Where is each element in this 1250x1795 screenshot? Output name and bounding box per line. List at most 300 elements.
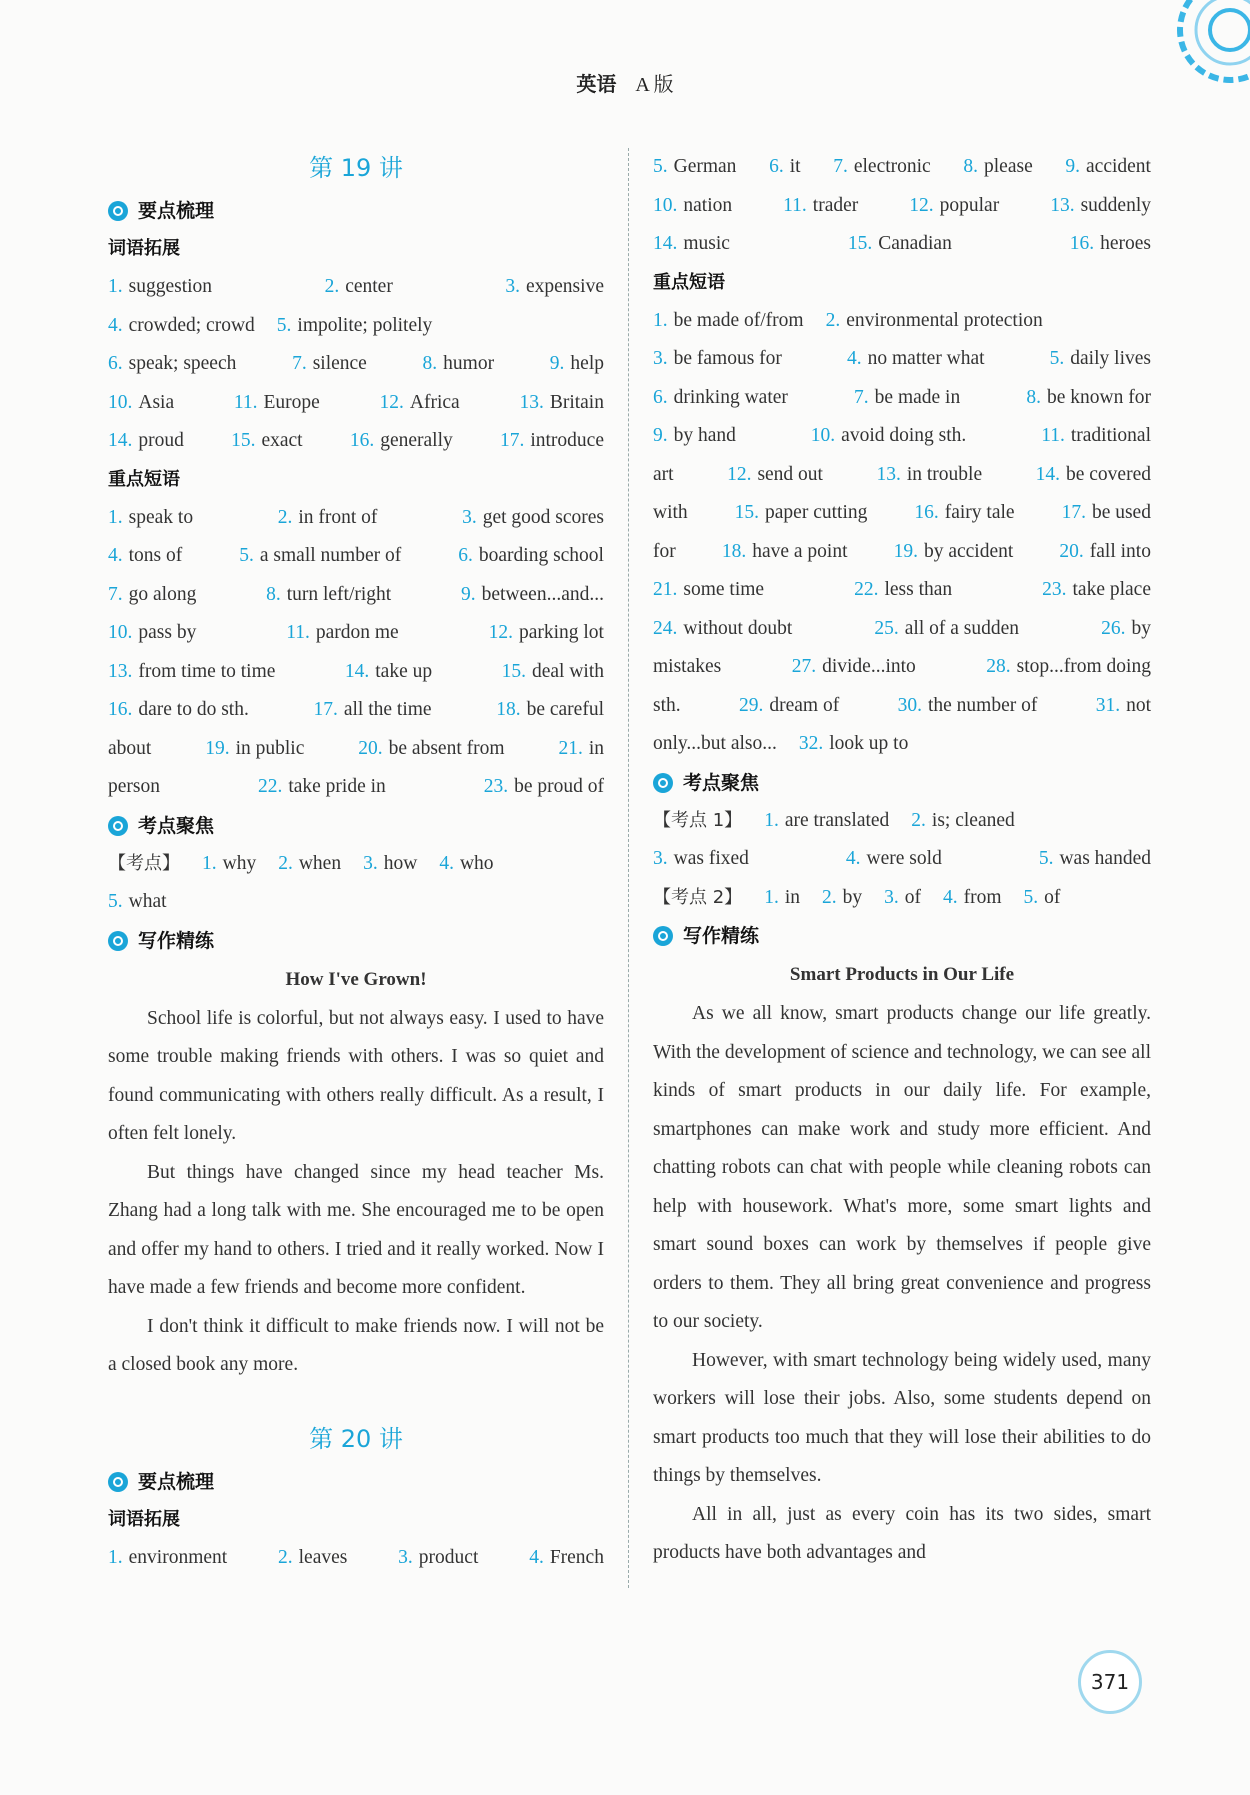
item-text: for bbox=[653, 540, 676, 562]
item-text: silence bbox=[312, 353, 367, 374]
answer-row bbox=[653, 456, 1151, 495]
item-number: 5. bbox=[1023, 886, 1039, 908]
item-number: 4. bbox=[942, 886, 958, 908]
item-text: leaves bbox=[298, 1546, 348, 1568]
item-text: take up bbox=[375, 660, 433, 682]
item-number: 9. bbox=[653, 425, 668, 446]
item-text: introduce bbox=[530, 430, 604, 451]
item-number: 18. bbox=[721, 540, 747, 562]
answer-item bbox=[1096, 687, 1151, 726]
item-number: 5. bbox=[653, 156, 668, 177]
answer-item bbox=[653, 840, 749, 879]
answer-row bbox=[108, 730, 604, 769]
lecture-19-title: 第 19 讲 bbox=[309, 154, 403, 182]
answer-item bbox=[108, 268, 212, 307]
section-writing: 写作精练 bbox=[653, 917, 1151, 955]
answer-row bbox=[653, 302, 1151, 341]
item-text: from time to time bbox=[138, 660, 276, 682]
item-text: person bbox=[108, 776, 160, 797]
answer-item bbox=[108, 883, 167, 922]
item-number: 29. bbox=[739, 694, 764, 716]
item-text: music bbox=[683, 233, 730, 254]
focus2-row bbox=[653, 879, 1151, 918]
answer-item bbox=[278, 499, 378, 538]
answer-item bbox=[1062, 494, 1151, 533]
item-text: popular bbox=[939, 194, 1000, 216]
phrase-list bbox=[653, 302, 1151, 764]
answer-item bbox=[108, 691, 249, 730]
word-list bbox=[108, 268, 604, 461]
section-icon bbox=[108, 1472, 128, 1492]
item-text: stop...from doing bbox=[1016, 656, 1151, 677]
item-number: 5. bbox=[108, 891, 123, 912]
section-icon bbox=[108, 816, 128, 836]
answer-item bbox=[833, 148, 931, 187]
item-text: Britain bbox=[549, 391, 604, 413]
answer-item bbox=[876, 456, 982, 495]
item-text: in trouble bbox=[906, 463, 983, 485]
item-text: in bbox=[784, 886, 800, 908]
item-text: in front of bbox=[298, 506, 378, 528]
item-text: when bbox=[298, 852, 342, 874]
essay-paragraph: All in all, just as every coin has its two sides, smart products have both advantages and bbox=[653, 1503, 1151, 1563]
item-number: 2. bbox=[278, 1546, 293, 1568]
answer-item bbox=[108, 537, 182, 576]
answer-item bbox=[653, 610, 792, 649]
item-text: parking lot bbox=[518, 622, 604, 643]
answer-item bbox=[108, 422, 184, 461]
answer-item bbox=[653, 187, 732, 226]
item-number: 23. bbox=[1042, 579, 1067, 600]
answer-item bbox=[653, 148, 736, 187]
item-text: of bbox=[904, 886, 921, 908]
answer-row bbox=[108, 576, 604, 615]
answer-item bbox=[854, 571, 952, 610]
answer-item bbox=[898, 687, 1038, 726]
answer-item bbox=[108, 653, 275, 692]
answer-item bbox=[234, 384, 320, 423]
essay-paragraph: I don't think it difficult to make friends now. I will not be a closed book any more. bbox=[108, 1315, 604, 1375]
item-number: 5. bbox=[276, 314, 292, 336]
answer-item bbox=[894, 533, 1014, 572]
answer-item bbox=[653, 340, 782, 379]
answer-row bbox=[108, 691, 604, 730]
item-text: art bbox=[653, 463, 674, 485]
item-text: be absent from bbox=[388, 737, 505, 759]
answer-item bbox=[653, 571, 764, 610]
answer-item bbox=[350, 422, 453, 461]
answer-item bbox=[846, 840, 942, 879]
item-text: less than bbox=[884, 579, 953, 600]
item-number: 1. bbox=[108, 506, 123, 528]
item-number: 14. bbox=[344, 660, 370, 682]
item-number: 8. bbox=[963, 156, 978, 177]
item-text: expensive bbox=[526, 276, 604, 297]
item-number: 9. bbox=[1065, 156, 1081, 177]
item-text: from bbox=[963, 886, 1002, 908]
item-text: what bbox=[128, 891, 167, 912]
subheading-key-phrases: 重点短语 bbox=[108, 468, 180, 490]
item-number: 23. bbox=[483, 776, 509, 797]
item-number: 2. bbox=[277, 506, 293, 528]
item-text: have a point bbox=[752, 540, 848, 562]
item-text: Africa bbox=[409, 391, 460, 413]
item-number: 22. bbox=[257, 776, 283, 797]
item-number: 3. bbox=[505, 276, 520, 297]
section-icon bbox=[653, 926, 673, 946]
item-number: 17. bbox=[499, 430, 525, 451]
answer-item bbox=[286, 614, 399, 653]
answer-item bbox=[909, 187, 999, 226]
item-text: were sold bbox=[866, 848, 942, 869]
answer-item bbox=[108, 345, 236, 384]
answer-row bbox=[653, 148, 1151, 187]
item-number: 4. bbox=[108, 314, 123, 336]
answer-item bbox=[653, 302, 804, 341]
item-number: 5. bbox=[1038, 848, 1054, 869]
item-number: 13. bbox=[519, 391, 544, 413]
answer-row bbox=[108, 614, 604, 653]
section-icon bbox=[653, 773, 673, 793]
item-text: deal with bbox=[531, 660, 604, 682]
answer-row bbox=[653, 533, 1151, 572]
answer-row bbox=[653, 725, 1151, 764]
item-text: Asia bbox=[138, 391, 175, 413]
answer-item bbox=[108, 730, 151, 769]
answer-item bbox=[811, 417, 967, 456]
item-number: 19. bbox=[205, 737, 230, 759]
answer-item bbox=[529, 1539, 604, 1578]
item-text: German bbox=[673, 156, 737, 177]
item-number: 20. bbox=[358, 737, 383, 759]
item-text: about bbox=[108, 737, 152, 759]
answer-item bbox=[653, 648, 721, 687]
word-list-continued bbox=[653, 148, 1151, 264]
item-text: is; cleaned bbox=[931, 809, 1015, 831]
item-number: 20. bbox=[1059, 540, 1084, 562]
item-text: sth. bbox=[653, 694, 681, 716]
answer-item bbox=[1050, 340, 1151, 379]
subject-label: 英语 bbox=[576, 72, 617, 96]
answer-item bbox=[792, 648, 916, 687]
section-icon bbox=[108, 201, 128, 221]
answer-item bbox=[496, 691, 604, 730]
item-text: all of a sudden bbox=[904, 617, 1020, 639]
answer-item bbox=[108, 1539, 227, 1578]
item-number: 11. bbox=[233, 391, 258, 413]
answer-item bbox=[345, 653, 432, 692]
answer-item bbox=[325, 268, 393, 307]
answer-item bbox=[1042, 571, 1151, 610]
section-exam-focus: 考点聚焦 bbox=[108, 807, 604, 845]
item-text: dare to do sth. bbox=[138, 699, 249, 720]
item-text: the number of bbox=[927, 694, 1038, 716]
answer-item bbox=[484, 768, 604, 807]
item-number: 30. bbox=[897, 694, 922, 716]
item-number: 3. bbox=[462, 506, 477, 528]
item-text: be famous for bbox=[673, 348, 782, 369]
item-number: 8. bbox=[266, 583, 281, 605]
answer-item bbox=[722, 533, 848, 572]
focus-items bbox=[202, 845, 494, 884]
answer-item bbox=[202, 845, 256, 884]
item-text: pass by bbox=[138, 622, 197, 643]
item-number: 6. bbox=[458, 545, 473, 566]
item-text: boarding school bbox=[478, 545, 604, 566]
item-text: crowded; crowd bbox=[128, 314, 255, 336]
page-number: 371 bbox=[1078, 1650, 1142, 1714]
answer-item bbox=[458, 537, 604, 576]
answer-item bbox=[558, 730, 604, 769]
answer-item bbox=[292, 345, 367, 384]
answer-item bbox=[278, 845, 341, 884]
item-text: humor bbox=[443, 353, 495, 374]
answer-row bbox=[108, 1539, 604, 1578]
item-number: 17. bbox=[313, 699, 338, 720]
item-number: 14. bbox=[108, 430, 133, 451]
item-number: 4. bbox=[847, 348, 862, 369]
item-number: 12. bbox=[727, 463, 752, 485]
subheading-word-expansion: 词语拓展 bbox=[108, 1508, 180, 1530]
item-number: 2. bbox=[821, 886, 837, 908]
item-number: 25. bbox=[874, 617, 899, 639]
item-number: 14. bbox=[653, 233, 678, 254]
answer-item bbox=[653, 494, 688, 533]
item-text: without doubt bbox=[683, 617, 793, 639]
answer-item bbox=[278, 1539, 347, 1578]
answer-item bbox=[108, 307, 255, 346]
answer-item bbox=[423, 345, 495, 384]
item-text: tons of bbox=[128, 545, 183, 566]
item-text: by bbox=[842, 886, 863, 908]
answer-item bbox=[653, 687, 681, 726]
section-icon bbox=[108, 931, 128, 951]
answer-item bbox=[108, 614, 196, 653]
item-text: not bbox=[1126, 694, 1151, 716]
item-number: 3. bbox=[653, 348, 668, 369]
answer-item bbox=[884, 879, 921, 918]
item-number: 9. bbox=[460, 583, 476, 605]
item-text: heroes bbox=[1100, 233, 1151, 254]
answer-row bbox=[108, 384, 604, 423]
item-number: 12. bbox=[909, 194, 934, 216]
item-number: 15. bbox=[847, 233, 873, 254]
item-text: Canadian bbox=[878, 233, 952, 254]
answer-row bbox=[108, 537, 604, 576]
answer-item bbox=[1059, 533, 1151, 572]
answer-row bbox=[108, 268, 604, 307]
item-text: by bbox=[1131, 617, 1151, 639]
essay-paragraph: But things have changed since my head teacher Ms. Zhang had a long talk with me. She encouraged me to be open and offer my hand to others. I tried and it really worked. Now I have made a few friends and become more confident. bbox=[108, 1161, 604, 1298]
answer-item bbox=[783, 187, 858, 226]
item-text: was fixed bbox=[673, 848, 749, 869]
left-column bbox=[108, 148, 604, 1577]
essay-title: Smart Products in Our Life bbox=[789, 964, 1015, 985]
item-number: 4. bbox=[529, 1546, 544, 1568]
item-text: go along bbox=[128, 583, 197, 605]
item-text: Europe bbox=[263, 391, 320, 413]
item-text: some time bbox=[683, 579, 765, 600]
item-text: drinking water bbox=[673, 386, 788, 408]
essay-paragraph: School life is colorful, but not always easy. I used to have some trouble making friends with others. I was so quiet and found communicating with others really difficult. As a result, I often felt lonely. bbox=[108, 1007, 604, 1144]
item-number: 3. bbox=[653, 848, 668, 869]
item-text: proud bbox=[138, 430, 184, 451]
word-list-2 bbox=[108, 1539, 604, 1578]
answer-row bbox=[108, 422, 604, 461]
item-text: speak; speech bbox=[128, 353, 237, 374]
answer-row bbox=[653, 840, 1151, 879]
item-number: 2. bbox=[825, 309, 841, 331]
answer-item bbox=[653, 379, 788, 418]
answer-item bbox=[277, 307, 433, 346]
item-text: by hand bbox=[673, 425, 736, 446]
item-number: 13. bbox=[1050, 194, 1075, 216]
subheading-key-phrases: 重点短语 bbox=[653, 271, 725, 293]
answer-item bbox=[363, 845, 417, 884]
item-text: impolite; politely bbox=[297, 314, 433, 336]
item-text: pardon me bbox=[315, 622, 399, 643]
phrase-list bbox=[108, 499, 604, 807]
answer-item bbox=[963, 148, 1032, 187]
answer-item bbox=[266, 576, 391, 615]
item-number: 2. bbox=[324, 276, 340, 297]
item-text: fall into bbox=[1089, 540, 1151, 562]
item-number: 1. bbox=[764, 886, 779, 908]
item-text: take pride in bbox=[288, 776, 386, 797]
item-text: traditional bbox=[1070, 425, 1151, 446]
item-number: 31. bbox=[1095, 694, 1121, 716]
answer-row bbox=[108, 307, 604, 346]
answer-row bbox=[108, 883, 604, 922]
answer-row bbox=[653, 648, 1151, 687]
item-text: environment bbox=[128, 1546, 228, 1568]
item-text: exact bbox=[261, 430, 303, 451]
answer-item bbox=[874, 610, 1019, 649]
item-number: 14. bbox=[1035, 463, 1060, 485]
column-divider bbox=[628, 148, 629, 1588]
answer-item bbox=[489, 614, 604, 653]
item-number: 24. bbox=[653, 617, 678, 639]
answer-item bbox=[822, 879, 862, 918]
item-text: help bbox=[570, 353, 604, 374]
item-text: in public bbox=[235, 737, 305, 759]
item-number: 26. bbox=[1101, 617, 1126, 639]
answer-item bbox=[502, 653, 604, 692]
focus1-items bbox=[764, 802, 1015, 841]
answer-item bbox=[108, 768, 160, 807]
item-number: 10. bbox=[108, 622, 133, 643]
item-text: was handed bbox=[1059, 848, 1151, 869]
item-text: suddenly bbox=[1080, 194, 1151, 216]
answer-row bbox=[653, 225, 1151, 264]
item-number: 5. bbox=[239, 545, 254, 566]
item-number: 10. bbox=[653, 194, 678, 216]
right-column bbox=[653, 148, 1151, 1573]
essay-paragraph: However, with smart technology being widely used, many workers will lose their jobs. Also, some students depend on smart products too much that they will lose their abilities to do things by themselves. bbox=[653, 1349, 1151, 1486]
section-writing: 写作精练 bbox=[108, 922, 604, 960]
answer-item bbox=[205, 730, 304, 769]
answer-row bbox=[653, 379, 1151, 418]
item-text: product bbox=[418, 1546, 479, 1568]
answer-item bbox=[653, 417, 736, 456]
answer-item bbox=[653, 456, 674, 495]
item-text: divide...into bbox=[822, 656, 916, 677]
item-number: 21. bbox=[558, 737, 583, 759]
item-text: it bbox=[789, 156, 801, 177]
item-number: 28. bbox=[986, 656, 1011, 677]
item-number: 6. bbox=[653, 386, 668, 408]
answer-item bbox=[653, 725, 777, 764]
focus2-items bbox=[764, 879, 1060, 918]
lecture-20-title: 第 20 讲 bbox=[309, 1424, 403, 1453]
answer-row bbox=[653, 340, 1151, 379]
item-text: with bbox=[653, 502, 688, 523]
item-number: 18. bbox=[496, 699, 521, 720]
answer-item bbox=[1024, 879, 1061, 918]
item-number: 3. bbox=[884, 886, 899, 908]
item-number: 15. bbox=[231, 430, 256, 451]
item-text: dream of bbox=[769, 694, 840, 716]
item-text: mistakes bbox=[653, 656, 722, 677]
item-number: 1. bbox=[202, 852, 217, 874]
item-number: 4. bbox=[845, 848, 861, 869]
item-number: 2. bbox=[278, 852, 293, 874]
answer-row bbox=[653, 187, 1151, 226]
item-number: 1. bbox=[108, 1546, 123, 1568]
item-number: 8. bbox=[1026, 386, 1042, 408]
answer-item bbox=[550, 345, 604, 384]
item-number: 2. bbox=[911, 809, 926, 831]
section-exam-focus: 考点聚焦 bbox=[653, 764, 1151, 802]
item-number: 15. bbox=[501, 660, 526, 682]
item-text: be proud of bbox=[514, 776, 604, 797]
answer-item bbox=[911, 802, 1014, 841]
item-number: 16. bbox=[349, 430, 375, 451]
answer-item bbox=[799, 725, 908, 764]
answer-item bbox=[914, 494, 1014, 533]
item-number: 1. bbox=[653, 309, 668, 331]
item-number: 1. bbox=[764, 809, 779, 831]
item-text: turn left/right bbox=[286, 583, 392, 605]
item-text: of bbox=[1044, 886, 1061, 908]
item-text: only...but also... bbox=[653, 733, 777, 754]
item-number: 6. bbox=[769, 156, 784, 177]
item-text: get good scores bbox=[482, 506, 604, 528]
answer-item bbox=[1026, 379, 1151, 418]
item-number: 13. bbox=[876, 463, 901, 485]
item-number: 12. bbox=[379, 391, 404, 413]
answer-item bbox=[1050, 187, 1151, 226]
answer-row bbox=[653, 494, 1151, 533]
item-number: 16. bbox=[108, 699, 133, 720]
item-text: be covered bbox=[1065, 463, 1151, 485]
answer-item bbox=[258, 768, 386, 807]
item-text: why bbox=[222, 852, 257, 874]
item-text: accident bbox=[1086, 156, 1151, 177]
answer-item bbox=[231, 422, 303, 461]
answer-row bbox=[108, 345, 604, 384]
item-text: are translated bbox=[784, 809, 890, 831]
subheading-word-expansion: 词语拓展 bbox=[108, 238, 180, 259]
answer-item bbox=[986, 648, 1151, 687]
item-text: trader bbox=[812, 194, 859, 216]
essay-title: How I've Grown! bbox=[285, 968, 427, 990]
item-text: how bbox=[383, 852, 418, 874]
item-number: 7. bbox=[854, 386, 869, 408]
item-number: 12. bbox=[488, 622, 513, 643]
item-text: suggestion bbox=[128, 276, 213, 297]
item-number: 16. bbox=[914, 502, 939, 523]
